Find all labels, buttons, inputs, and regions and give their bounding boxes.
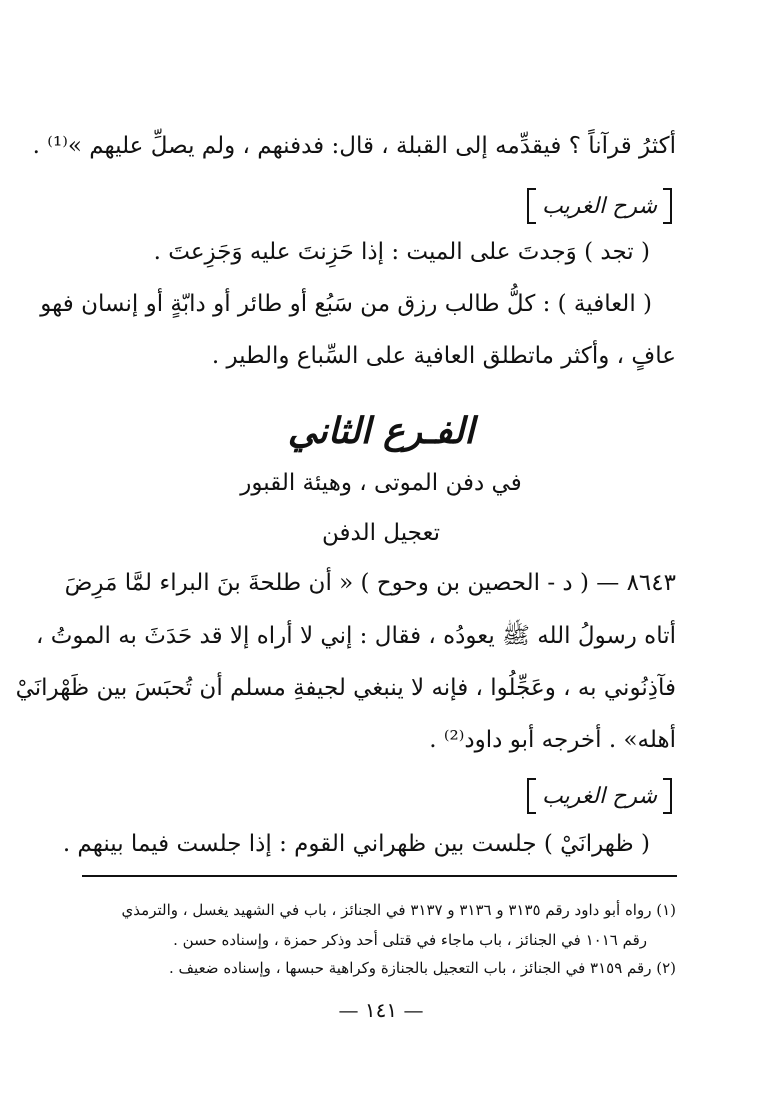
gharib-heading-text: شرح الغريب [541,193,657,219]
footnote-1-line-2: رقم ١٠١٦ في الجنائز ، باب ماجاء في قتلى أحد وذكر حمزة ، وإسناده حسن . [173,931,647,949]
text-line-1: أكثرُ قرآناً ؟ فيقدِّمه إلى القبلة ، قال: فدفنهم ، ولم يصلِّ عليهم »⁽¹⁾ . [32,133,676,159]
bracket-open-icon [663,778,672,814]
text-line-8: أهله» . أخرجه أبو داود⁽²⁾ . [429,727,676,753]
gharib-heading-1 [527,186,672,226]
bracket-open-icon [663,188,672,224]
footnote-2: (٢) رقم ٣١٥٩ في الجنائز ، باب التعجيل بالجنازة وكراهية حبسها ، وإسناده ضعيف . [168,959,676,977]
text-line-2: ( تجد ) وَجدتَ على الميت : إذا حَزِنتَ عليه وَجَزِعتَ . [153,239,650,265]
text-line-9: ( ظهرانَيْ ) جلست بين ظهراني القوم : إذا جلست فيما بينهم . [62,831,650,857]
footnote-1-line-1: (١) رواه أبو داود رقم ٣١٣٥ و ٣١٣٦ و ٣١٣٧ في الجنائز ، باب في الشهيد يغسل ، والترمذي [121,901,676,919]
bracket-close-icon [527,188,536,224]
text-line-5: ٨٦٤٣ — ( د - الحصين بن وحوح ) « أن طلحةَ بنَ البراء لمَّا مَرِضَ [64,570,676,596]
page-number: — ١٤١ — [338,998,424,1022]
chapter-subtitle: في دفن الموتى ، وهيئة القبور [240,470,522,496]
text-line-4: عافٍ ، وأكثر ماتطلق العافية على السِّباع والطير . [211,343,676,369]
text-line-7: فآذِنُوني به ، وعَجِّلُوا ، فإنه لا ينبغي لجيفةِ مسلم أن تُحبَسَ بين ظَهْرانَيْ [15,675,676,701]
gharib-heading-2 [527,776,672,816]
text-line-3: ( العافية ) : كلُّ طالب رزق من سَبُع أو طائر أو دابّةٍ أو إنسان فهو [40,291,652,317]
footnote-divider [82,875,677,877]
section-title: تعجيل الدفن [322,520,440,546]
gharib-heading-text: شرح الغريب [541,783,657,809]
chapter-title: الفـرع الثاني [287,410,475,452]
text-line-6: أتاه رسولُ الله ﷺ يعودُه ، فقال : إني لا أراه إلا قد حَدَثَ به الموتُ ، [35,623,676,649]
bracket-close-icon [527,778,536,814]
